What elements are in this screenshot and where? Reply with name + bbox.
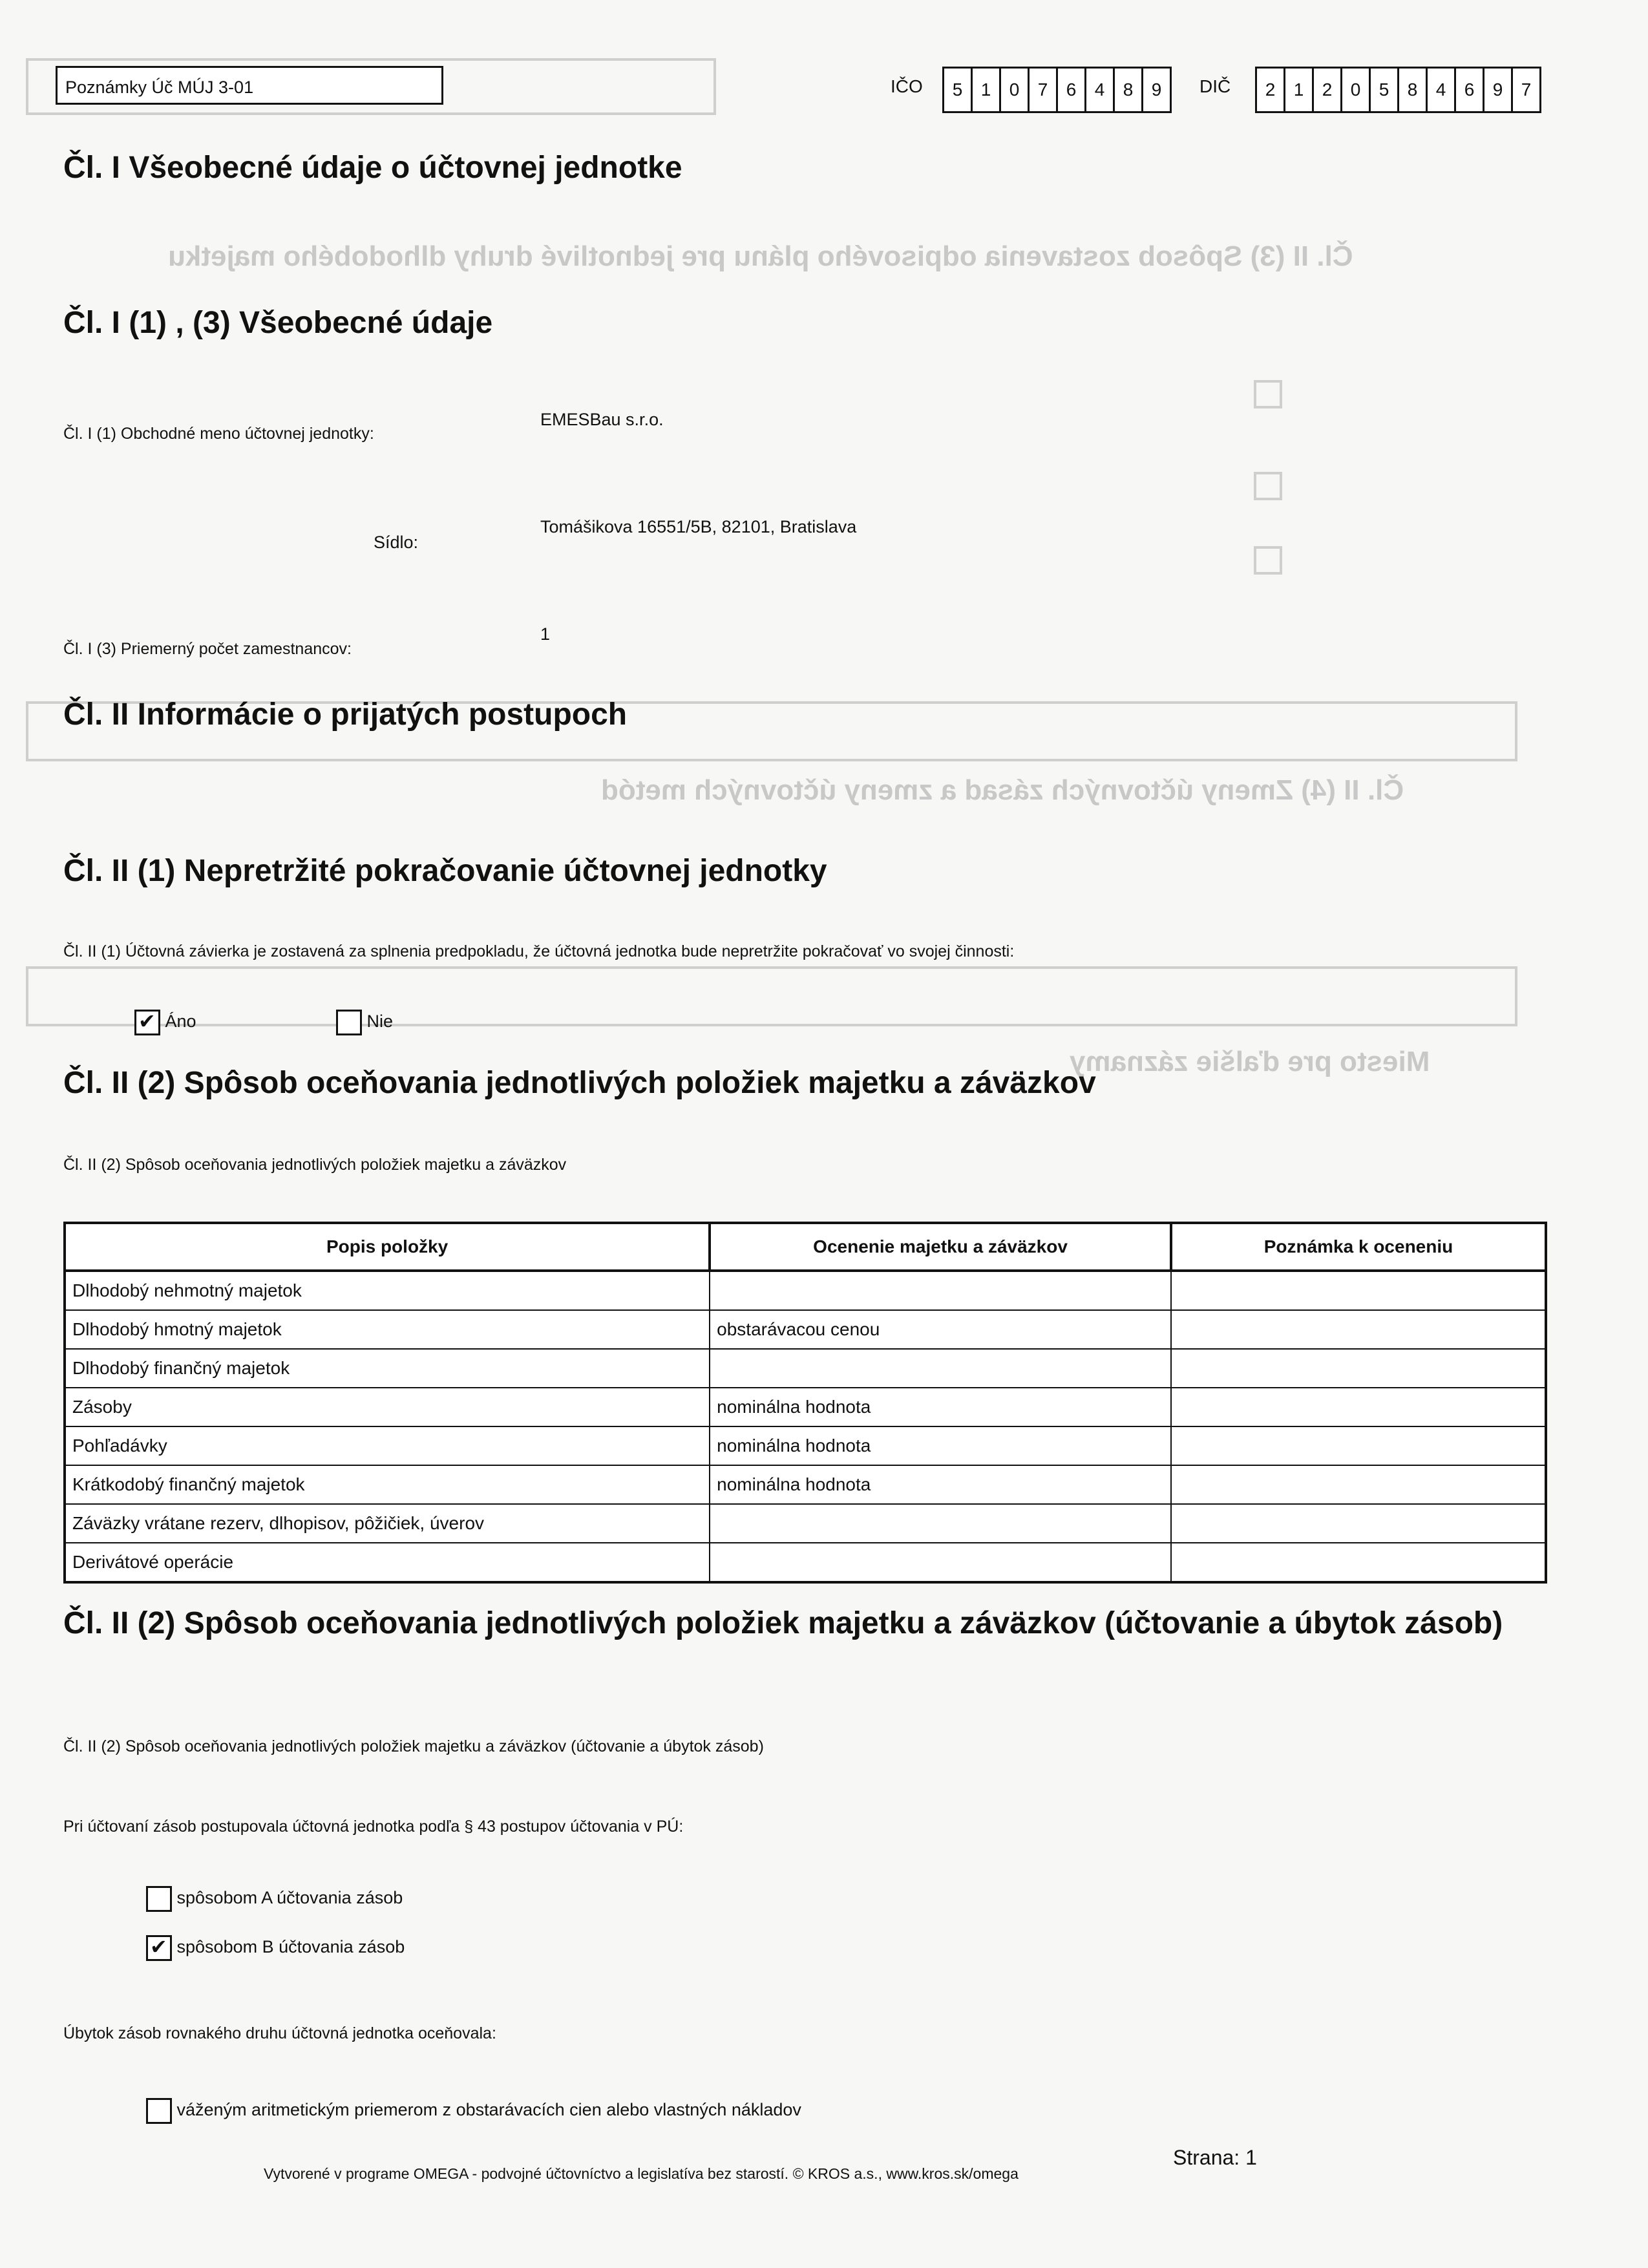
footer-credit: Vytvorené v programe OMEGA - podvojné účtovníctvo a legislatíva bez starostí. © KROS a.s., www.kros.sk/omega (264, 2165, 1019, 2182)
col-header: Ocenenie majetku a záväzkov (710, 1223, 1171, 1271)
employees-value: 1 (540, 624, 551, 644)
going-concern-question: Čl. II (1) Účtovná závierka je zostavená za splnenia predpokladu, že účtovná jednotka bude nepretržite pokračovať vo svojej činnosti: (63, 942, 1015, 960)
bleed-box-3 (26, 966, 1517, 1026)
table-cell (1171, 1426, 1546, 1465)
bleed-box-6 (1254, 546, 1282, 575)
table-cell (1171, 1271, 1546, 1310)
bleed-heading-3: Miesto pre ďalšie záznamy (1070, 1046, 1430, 1077)
ico-label: IČO (891, 76, 923, 96)
seat-label: Sídlo: (374, 533, 419, 552)
dic-boxes (1255, 67, 1541, 113)
weighted-average-label: váženým aritmetickým priemerom z obstarávacích cien alebo vlastných nákladov (176, 2100, 801, 2120)
dic-digit: 6 (1456, 69, 1484, 111)
going-concern-yes[interactable] (134, 1010, 196, 1035)
dic-digit: 9 (1484, 69, 1513, 111)
table-cell: nominálna hodnota (710, 1426, 1171, 1465)
weighted-average-checkbox-icon[interactable] (146, 2098, 172, 2124)
yes-checkbox-icon[interactable] (134, 1010, 160, 1035)
table-cell: Dlhodobý hmotný majetok (65, 1310, 710, 1349)
table-cell: Dlhodobý nehmotný majetok (65, 1271, 710, 1310)
inventory-method-question: Pri účtovaní zásob postupovala účtovná jednotka podľa § 43 postupov účtovania v PÚ: (63, 1818, 684, 1836)
dic-digit: 1 (1285, 69, 1314, 111)
seat-value: Tomášikova 16551/5B, 82101, Bratislava (540, 517, 857, 536)
form-id-box (56, 66, 443, 105)
table-header-row (65, 1223, 1546, 1271)
table-row (65, 1271, 1546, 1310)
option-a-checkbox-icon[interactable] (146, 1886, 172, 1912)
table-cell (1171, 1465, 1546, 1504)
weighted-average-option[interactable] (146, 2098, 801, 2124)
employees-label: Čl. I (3) Priemerný počet zamestnancov: (63, 640, 352, 658)
table-cell: Derivátové operácie (65, 1543, 710, 1582)
option-b-checkbox-icon[interactable] (146, 1935, 172, 1961)
option-b-label: spôsobom B účtovania zásob (176, 1937, 405, 1957)
table-cell (710, 1504, 1171, 1543)
valuation-table (63, 1222, 1547, 1584)
option-a[interactable] (146, 1886, 403, 1912)
table-row (65, 1349, 1546, 1388)
table-row (65, 1465, 1546, 1504)
table-row (65, 1426, 1546, 1465)
table-cell: Záväzky vrátane rezerv, dlhopisov, pôžičiek, úverov (65, 1504, 710, 1543)
inventory-decrease-question: Úbytok zásob rovnakého druhu účtovná jednotka oceňovala: (63, 2024, 496, 2042)
dic-digit: 2 (1314, 69, 1342, 111)
dic-digit: 7 (1521, 79, 1532, 100)
ico-digit: 0 (1001, 69, 1030, 111)
inventory-title: Čl. II (2) Spôsob oceňovania jednotlivých položiek majetku a záväzkov (účtovanie a úbytok zásob) (63, 1606, 1503, 1640)
section1-title: Čl. I Všeobecné údaje o účtovnej jednotke (63, 151, 682, 185)
form-id: Poznámky Úč MÚJ 3-01 (65, 78, 254, 97)
table-row (65, 1504, 1546, 1543)
dic-digit: 2 (1257, 69, 1285, 111)
table-cell (1171, 1504, 1546, 1543)
table-cell (710, 1349, 1171, 1388)
inventory-caption: Čl. II (2) Spôsob oceňovania jednotlivých položiek majetku a záväzkov (účtovanie a úbytok zásob) (63, 1737, 764, 1755)
going-concern-title: Čl. II (1) Nepretržité pokračovanie účtovnej jednotky (63, 854, 827, 888)
table-row (65, 1310, 1546, 1349)
no-label: Nie (366, 1012, 394, 1032)
ico-digit: 9 (1151, 79, 1162, 100)
ico-boxes (942, 67, 1172, 113)
table-cell: nominálna hodnota (710, 1388, 1171, 1426)
bleed-box-4 (1254, 380, 1282, 408)
table-cell (1171, 1310, 1546, 1349)
option-a-label: spôsobom A účtovania zásob (176, 1888, 403, 1908)
dic-digit: 5 (1371, 69, 1399, 111)
company-name-label: Čl. I (1) Obchodné meno účtovnej jednotky: (63, 425, 374, 443)
ico-digit: 5 (944, 69, 973, 111)
bleed-box-5 (1254, 472, 1282, 500)
no-checkbox-icon[interactable] (336, 1010, 362, 1035)
ico-digit: 4 (1086, 69, 1115, 111)
table-cell: Dlhodobý finančný majetok (65, 1349, 710, 1388)
option-b[interactable] (146, 1935, 405, 1961)
dic-label: DIČ (1199, 76, 1231, 96)
table-cell: obstarávacou cenou (710, 1310, 1171, 1349)
going-concern-no[interactable] (336, 1010, 393, 1035)
page-number: Strana: 1 (1173, 2146, 1257, 2169)
col-header: Popis položky (65, 1223, 710, 1271)
table-cell: Krátkodobý finančný majetok (65, 1465, 710, 1504)
ico-digit: 6 (1058, 69, 1086, 111)
dic-digit: 8 (1399, 69, 1428, 111)
ico-digit: 1 (973, 69, 1001, 111)
bleed-heading-2: Čl. II (4) Zmeny účtovných zásad a zmeny účtovných metód (601, 774, 1404, 806)
table-cell (1171, 1388, 1546, 1426)
section2-title: Čl. II Informácie o prijatých postupoch (63, 697, 628, 732)
dic-digit: 0 (1342, 69, 1371, 111)
table-cell (1171, 1349, 1546, 1388)
table-cell: Zásoby (65, 1388, 710, 1426)
dic-digit: 4 (1428, 69, 1456, 111)
yes-label: Áno (165, 1012, 196, 1032)
table-cell (1171, 1543, 1546, 1582)
ico-digit: 8 (1115, 69, 1143, 111)
ico-digit: 7 (1030, 69, 1058, 111)
table-row (65, 1388, 1546, 1426)
col-header: Poznámka k oceneniu (1171, 1223, 1546, 1271)
valuation-title: Čl. II (2) Spôsob oceňovania jednotlivých položiek majetku a záväzkov (63, 1066, 1096, 1100)
valuation-caption: Čl. II (2) Spôsob oceňovania jednotlivých položiek majetku a záväzkov (63, 1156, 567, 1174)
section1-subtitle: Čl. I (1) , (3) Všeobecné údaje (63, 306, 493, 340)
table-cell (710, 1271, 1171, 1310)
company-name-value: EMESBau s.r.o. (540, 410, 664, 429)
bleed-heading-1: Čl. II (3) Spôsob zostavenia odpisového plánu pre jednotlivé druhy dlhodobého majetku (168, 240, 1353, 272)
table-row (65, 1543, 1546, 1582)
table-cell: Pohľadávky (65, 1426, 710, 1465)
table-cell (710, 1543, 1171, 1582)
table-cell: nominálna hodnota (710, 1465, 1171, 1504)
